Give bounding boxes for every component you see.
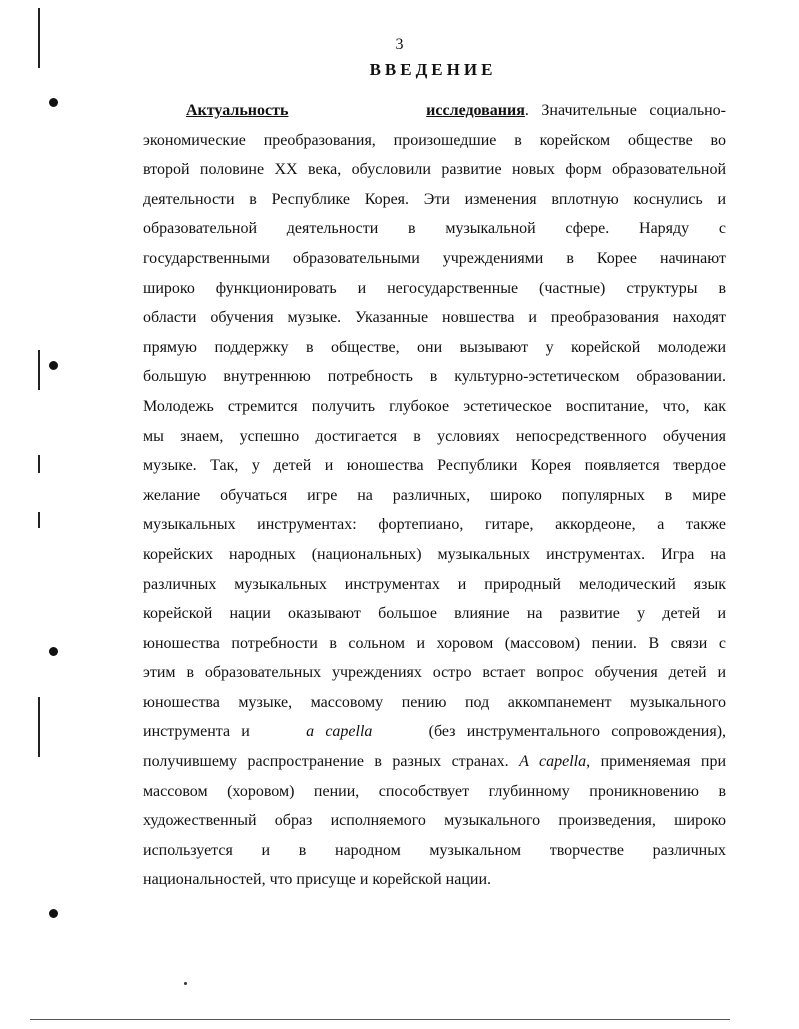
body-line-last: национальностей, что присуще и корейской нации.	[143, 871, 492, 889]
body-line	[143, 96, 726, 126]
binder-hole-mark	[49, 361, 58, 370]
page-number: 3	[395, 36, 404, 53]
body-line: деятельности в Республике Корея. Эти изменения вплотную коснулись и	[143, 190, 726, 208]
body-line: области обучения музыке. Указанные новшества и преобразования находят	[143, 309, 726, 327]
footer-scan-line	[30, 1019, 730, 1020]
body-line: широко функционировать и негосударственные (частные) структуры в	[143, 279, 726, 297]
body-line: музыке. Так, у детей и юношества Республики Корея появляется твердое	[143, 457, 726, 475]
body-line	[143, 747, 726, 777]
binder-hole-mark	[49, 909, 58, 918]
body-line: образовательной деятельности в музыкальной сфере. Наряду с	[143, 220, 726, 238]
body-line: массовом (хоровом) пении, способствует глубинному проникновению в	[143, 782, 726, 800]
spread-line-post: , применяемая при	[586, 753, 726, 771]
body-line: корейских народных (национальных) музыкальных инструментах. Игра на	[143, 545, 726, 563]
body-line: художественный образ исполняемого музыкального произведения, широко	[143, 812, 726, 830]
margin-scan-line	[38, 697, 40, 757]
capella-line-post: (без инструментального сопровождения),	[428, 723, 727, 741]
body-line: второй половине XX века, обусловили развитие новых форм образовательной	[143, 161, 726, 179]
body-line: различных музыкальных инструментах и природный мелодический язык	[143, 575, 726, 593]
body-line: большую внутреннюю потребность в культурно-эстетическом образовании.	[143, 368, 726, 386]
lead-word-1: Актуальность	[186, 102, 289, 119]
margin-scan-line	[38, 455, 40, 473]
binder-hole-mark	[49, 647, 58, 656]
body-line: юношества музыке, массовому пению под аккомпанемент музыкального	[143, 693, 726, 711]
page-title: ВВЕДЕНИЕ	[369, 60, 497, 79]
capella-italic: a capella	[306, 723, 373, 741]
capella-line-pre: инструмента и	[143, 723, 250, 741]
body-line: корейской нации оказывают большое влияние на развитие у детей и	[143, 605, 726, 623]
body-line: государственными образовательными учреждениями в Корее начинают	[143, 249, 726, 267]
body-line: Молодежь стремится получить глубокое эстетическое воспитание, что, как	[143, 397, 726, 415]
body-line: этим в образовательных учреждениях остро встает вопрос обучения детей и	[143, 664, 726, 682]
scan-speck	[184, 982, 187, 985]
body-line: мы знаем, успешно достигается в условиях непосредственного обучения	[143, 427, 726, 445]
body-line: прямую поддержку в обществе, они вызывают у корейской молодежи	[143, 338, 726, 356]
margin-scan-line	[38, 512, 40, 528]
body-line: желание обучаться игре на различных, широко популярных в мире	[143, 486, 726, 504]
spread-line-pre: получившему распространение в разных странах.	[143, 753, 509, 771]
body-line: музыкальных инструментах: фортепиано, гитаре, аккордеоне, а также	[143, 516, 726, 534]
lead-tail: . Значительные социально-	[524, 102, 727, 119]
body-line	[143, 717, 726, 747]
body-line: используется и в народном музыкальном творчестве различных	[143, 841, 726, 859]
body-line: экономические преобразования, произошедшие в корейском обществе во	[143, 131, 726, 149]
margin-scan-line	[38, 350, 40, 390]
body-text	[143, 96, 726, 895]
body-line: юношества потребности в сольном и хоровом (массовом) пении. В связи с	[143, 634, 726, 652]
binder-hole-mark	[49, 98, 58, 107]
spread-italic: A capella	[519, 753, 587, 771]
lead-word-2: исследования	[426, 102, 525, 119]
